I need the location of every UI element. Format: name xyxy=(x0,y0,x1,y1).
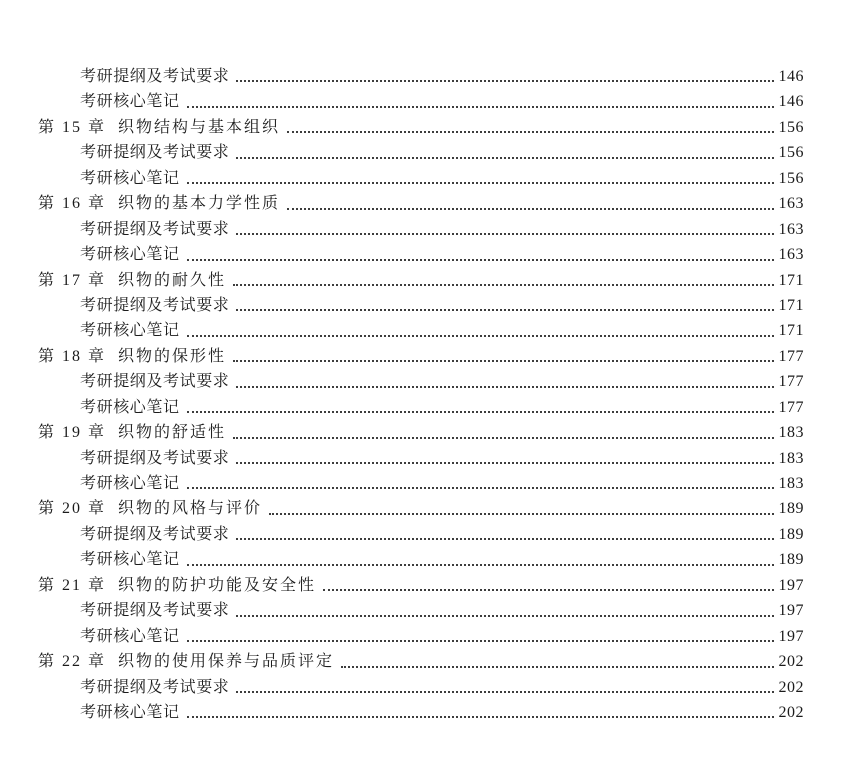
dot-leader xyxy=(187,564,774,566)
dot-leader xyxy=(287,131,774,133)
toc-entry-page-number: 197 xyxy=(778,627,804,645)
toc-entry-title: 织物的基本力学性质 xyxy=(118,195,281,213)
toc-entry xyxy=(38,114,804,139)
toc-entry xyxy=(38,648,804,673)
toc-entry xyxy=(38,63,804,88)
toc-entry xyxy=(38,572,804,597)
toc-entry-title: 织物的风格与评价 xyxy=(118,500,263,518)
toc-entry xyxy=(38,165,804,190)
toc-entry-page-number: 197 xyxy=(778,576,804,594)
dot-leader xyxy=(187,716,774,718)
toc-entry-page-number: 177 xyxy=(778,398,804,416)
toc-entry xyxy=(38,419,804,444)
toc-entry-chapter-label: 第 19 章 xyxy=(38,424,107,442)
toc-entry-chapter-label: 第 15 章 xyxy=(38,118,107,136)
dot-leader xyxy=(233,284,774,286)
toc-list xyxy=(38,63,804,724)
toc-entry-title: 织物的保形性 xyxy=(118,347,227,365)
toc-entry-page-number: 156 xyxy=(778,118,804,136)
toc-entry xyxy=(38,241,804,266)
toc-entry xyxy=(38,699,804,724)
dot-leader xyxy=(187,411,774,413)
dot-leader xyxy=(236,538,774,540)
toc-entry xyxy=(38,521,804,546)
toc-entry xyxy=(38,139,804,164)
toc-entry-title: 考研核心笔记 xyxy=(80,246,180,264)
toc-entry-title: 考研提纲及考试要求 xyxy=(80,678,230,696)
dot-leader xyxy=(269,513,774,515)
toc-entry-title: 织物的防护功能及安全性 xyxy=(118,576,317,594)
toc-entry-page-number: 189 xyxy=(778,525,804,543)
toc-entry xyxy=(38,292,804,317)
toc-entry-title: 考研核心笔记 xyxy=(80,398,180,416)
toc-entry-title: 考研核心笔记 xyxy=(80,322,180,340)
toc-entry-chapter-label: 第 16 章 xyxy=(38,195,107,213)
toc-entry xyxy=(38,546,804,571)
toc-entry-title: 考研核心笔记 xyxy=(80,551,180,569)
dot-leader xyxy=(236,233,774,235)
toc-entry xyxy=(38,216,804,241)
toc-entry xyxy=(38,368,804,393)
toc-entry-title: 考研提纲及考试要求 xyxy=(80,602,230,620)
dot-leader xyxy=(236,462,774,464)
toc-entry-page-number: 171 xyxy=(778,296,804,314)
toc-entry-page-number: 156 xyxy=(778,169,804,187)
toc-entry-page-number: 197 xyxy=(778,602,804,620)
toc-entry xyxy=(38,623,804,648)
toc-entry xyxy=(38,88,804,113)
toc-entry-page-number: 202 xyxy=(778,678,804,696)
toc-entry-page-number: 163 xyxy=(778,195,804,213)
toc-entry-page-number: 163 xyxy=(778,246,804,264)
dot-leader xyxy=(236,80,774,82)
toc-entry-title: 考研核心笔记 xyxy=(80,93,180,111)
dot-leader xyxy=(187,182,774,184)
toc-entry-page-number: 183 xyxy=(778,449,804,467)
toc-entry-title: 考研提纲及考试要求 xyxy=(80,525,230,543)
toc-entry-page-number: 202 xyxy=(778,653,804,671)
dot-leader xyxy=(236,157,774,159)
dot-leader xyxy=(233,437,774,439)
dot-leader xyxy=(187,335,774,337)
toc-entry-title: 考研提纲及考试要求 xyxy=(80,296,230,314)
toc-entry-title: 织物的使用保养与品质评定 xyxy=(118,653,335,671)
toc-entry-page-number: 177 xyxy=(778,347,804,365)
toc-entry-title: 织物结构与基本组织 xyxy=(118,118,281,136)
dot-leader xyxy=(236,386,774,388)
toc-entry-page-number: 156 xyxy=(778,144,804,162)
dot-leader xyxy=(187,487,774,489)
toc-entry-page-number: 171 xyxy=(778,322,804,340)
toc-entry-title: 考研提纲及考试要求 xyxy=(80,144,230,162)
toc-entry-chapter-label: 第 22 章 xyxy=(38,653,107,671)
dot-leader xyxy=(287,208,774,210)
toc-entry xyxy=(38,597,804,622)
toc-entry-page-number: 171 xyxy=(778,271,804,289)
toc-entry-chapter-label: 第 18 章 xyxy=(38,347,107,365)
dot-leader xyxy=(187,640,774,642)
toc-entry-page-number: 189 xyxy=(778,500,804,518)
toc-entry xyxy=(38,495,804,520)
toc-entry-page-number: 183 xyxy=(778,424,804,442)
toc-entry-title: 考研提纲及考试要求 xyxy=(80,449,230,467)
toc-entry-title: 考研提纲及考试要求 xyxy=(80,373,230,391)
toc-entry-page-number: 163 xyxy=(778,220,804,238)
toc-entry-title: 考研核心笔记 xyxy=(80,169,180,187)
toc-entry-title: 考研提纲及考试要求 xyxy=(80,220,230,238)
toc-entry xyxy=(38,470,804,495)
toc-entry-page-number: 183 xyxy=(778,475,804,492)
toc-entry xyxy=(38,343,804,368)
toc-entry-chapter-label: 第 20 章 xyxy=(38,500,107,518)
dot-leader xyxy=(236,309,774,311)
dot-leader xyxy=(187,259,774,261)
toc-entry-title: 考研核心笔记 xyxy=(80,475,180,492)
toc-entry-title: 织物的舒适性 xyxy=(118,424,227,442)
toc-entry-title: 考研提纲及考试要求 xyxy=(80,68,230,85)
toc-entry xyxy=(38,267,804,292)
toc-entry-page-number: 177 xyxy=(778,373,804,391)
toc-entry xyxy=(38,674,804,699)
dot-leader xyxy=(341,666,774,668)
toc-entry xyxy=(38,445,804,470)
toc-entry-title: 织物的耐久性 xyxy=(118,271,227,289)
toc-entry-title: 考研核心笔记 xyxy=(80,627,180,645)
toc-entry-page-number: 189 xyxy=(778,551,804,569)
dot-leader xyxy=(236,691,774,693)
toc-entry-page-number: 146 xyxy=(778,68,804,85)
toc-entry-title: 考研核心笔记 xyxy=(80,703,180,721)
toc-entry-chapter-label: 第 21 章 xyxy=(38,576,107,594)
dot-leader xyxy=(233,360,774,362)
dot-leader xyxy=(187,106,774,108)
toc-entry xyxy=(38,394,804,419)
toc-entry xyxy=(38,317,804,342)
toc-entry-page-number: 202 xyxy=(778,703,804,721)
dot-leader xyxy=(236,615,774,617)
dot-leader xyxy=(323,589,774,591)
toc-entry-chapter-label: 第 17 章 xyxy=(38,271,107,289)
toc-entry-page-number: 146 xyxy=(778,93,804,111)
toc-entry xyxy=(38,190,804,215)
